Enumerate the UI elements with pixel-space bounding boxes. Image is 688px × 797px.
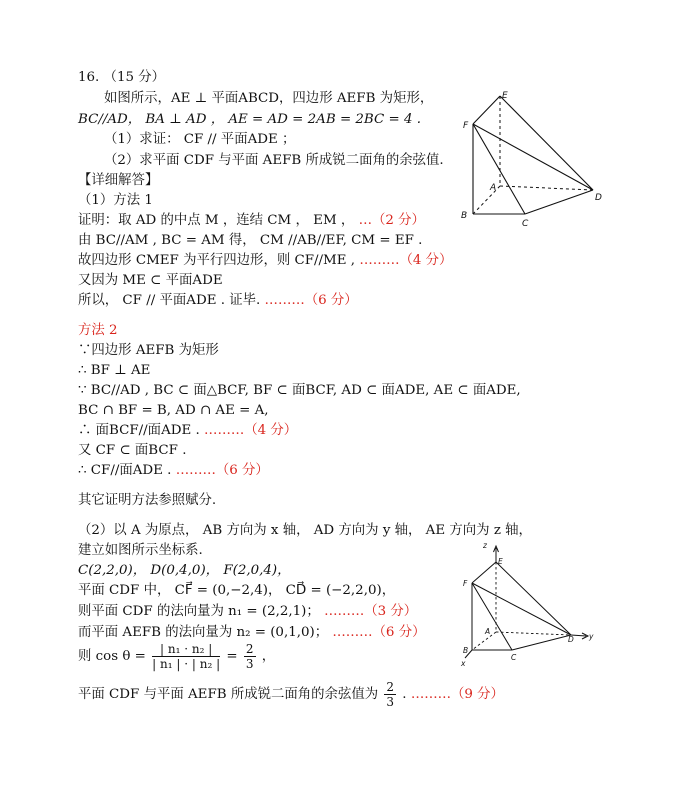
- part2-line6: [78, 623, 426, 643]
- label-F: F: [463, 579, 468, 588]
- part2-line5-points: ………（3 分）: [324, 604, 418, 619]
- part2-line2: 建立如图所示坐标系.: [78, 543, 203, 558]
- label-D: D: [595, 193, 602, 203]
- part2-line3: C(2,2,0)， D(0,4,0)， F(2,0,4)，: [78, 563, 291, 578]
- method2-line6: 又 CF ⊂ 面BCF .: [78, 443, 187, 458]
- edge-ED: [500, 96, 593, 190]
- label-E: E: [502, 91, 508, 101]
- problem-header: 16. （15 分）: [78, 70, 166, 85]
- final-fraction-denominator: 3: [386, 695, 395, 709]
- part2-line5-text: 则平面 CDF 的法向量为 n₁ = (2,2,1)；: [78, 604, 320, 619]
- method1-line1: [78, 211, 425, 231]
- part2-cos-line: [78, 642, 275, 672]
- label-C: C: [522, 219, 529, 229]
- label-y: y: [589, 632, 594, 641]
- label-x: x: [461, 659, 466, 668]
- method1-line5: [78, 291, 358, 311]
- part2-line5: [78, 602, 417, 622]
- part2-final-line: [78, 680, 504, 710]
- final-fraction: [384, 680, 396, 709]
- final-points: ………（9 分）: [410, 687, 504, 702]
- cos-tail: ，: [261, 649, 276, 664]
- edge-FD: [473, 124, 593, 190]
- label-A: A: [490, 183, 497, 193]
- label-F: F: [463, 121, 469, 131]
- method2-line1: ∵四边形 AEFB 为矩形: [78, 343, 219, 358]
- edge-ED: [496, 562, 571, 635]
- label-z: z: [483, 541, 487, 550]
- method1-line4: 又因为 ME ⊂ 平面ADE: [78, 273, 223, 288]
- cos-value-denominator: 3: [245, 657, 254, 671]
- method2-line3: ∵ BC//AD , BC ⊂ 面△BCF, BF ⊂ 面BCF, AD ⊂ 面ADE, AE ⊂ 面ADE,: [78, 383, 521, 398]
- final-text: 平面 CDF 与平面 AEFB 所成锐二面角的余弦值为: [78, 687, 379, 702]
- method2-line5: [78, 421, 297, 441]
- question-1: （1）求证： CF // 平面ADE ；: [104, 132, 296, 147]
- method1-line1-points: …（2 分）: [358, 213, 425, 228]
- label-D: D: [568, 635, 574, 644]
- label-E: E: [498, 557, 503, 566]
- method2-line5-points: ………（4 分）: [204, 423, 298, 438]
- part2-line1: （2）以 A 为原点， AB 方向为 x 轴， AD 方向为 y 轴， AE 方向为 z 轴，: [78, 523, 532, 538]
- method1-line3-points: ………（4 分）: [359, 253, 453, 268]
- edge-AD: [500, 186, 593, 190]
- cos-value-numerator: 2: [245, 642, 254, 656]
- final-tail: .: [402, 687, 407, 702]
- method2-title: 方法 2: [78, 323, 118, 338]
- edge-CD: [525, 190, 593, 214]
- method2-line7-points: ………（6 分）: [175, 463, 269, 478]
- part2-line6-points: ………（6 分）: [332, 625, 426, 640]
- part2-line4: 平面 CDF 中， CF⃗ = (0,−2,4)， CD⃗ = (−2,2,0)，: [78, 583, 396, 598]
- other-methods-note: 其它证明方法参照赋分.: [78, 493, 217, 508]
- method1-title: （1）方法 1: [78, 193, 153, 208]
- problem-stem-line1: 如图所示，AE ⊥ 平面ABCD，四边形 AEFB 为矩形，: [104, 91, 434, 106]
- label-B: B: [461, 211, 468, 221]
- method2-line2: ∴ BF ⊥ AE: [78, 363, 151, 378]
- cos-value-fraction: [244, 642, 256, 671]
- method2-line4: BC ∩ BF = B, AD ∩ AE = A,: [78, 403, 269, 418]
- figure-2-coordinate-solid: [452, 536, 612, 676]
- solution-title: 【详细解答】: [78, 173, 159, 188]
- method1-line2: 由 BC//AM , BC = AM 得， CM //AB//EF, CM = EF .: [78, 233, 423, 248]
- edge-FC: [473, 124, 525, 214]
- edge-FE: [472, 562, 496, 583]
- edge-AB: [472, 632, 496, 650]
- figure-1-solid: [452, 86, 612, 236]
- label-B: B: [463, 646, 469, 655]
- cos-equals: =: [226, 649, 238, 664]
- question-2: （2）求平面 CDF 与平面 AEFB 所成锐二面角的余弦值.: [104, 153, 444, 168]
- edge-FE: [473, 96, 500, 124]
- method1-line5-text: 所以， CF // 平面ADE . 证毕.: [78, 293, 261, 308]
- method2-line7: [78, 461, 269, 481]
- final-fraction-numerator: 2: [386, 680, 395, 694]
- edge-AD: [496, 632, 571, 635]
- cos-fraction-denominator: | n₁ | · | n₂ |: [152, 657, 221, 671]
- method1-line3-text: 故四边形 CMEF 为平行四边形，则 CF//ME ,: [78, 253, 356, 268]
- method1-line5-points: ………（6 分）: [264, 293, 358, 308]
- problem-stem-line2: BC//AD， BA ⊥ AD ， AE = AD = 2AB = 2BC = 4 .: [78, 112, 422, 127]
- label-A: A: [485, 627, 491, 636]
- cos-fraction-numerator: | n₁ · n₂ |: [152, 642, 220, 657]
- part2-line6-text: 而平面 AEFB 的法向量为 n₂ = (0,1,0)；: [78, 625, 329, 640]
- cos-lhs: 则 cos θ =: [78, 649, 146, 664]
- method1-line1-text: 证明：取 AD 的中点 M ，连结 CM ， EM ，: [78, 213, 355, 228]
- method1-line3: [78, 251, 452, 271]
- label-C: C: [511, 653, 517, 662]
- edge-CD: [512, 635, 571, 650]
- method2-line7-text: ∴ CF//面ADE .: [78, 463, 172, 478]
- method2-line5-text: ∴ 面BCF//面ADE .: [78, 423, 200, 438]
- cos-fraction: [152, 642, 220, 671]
